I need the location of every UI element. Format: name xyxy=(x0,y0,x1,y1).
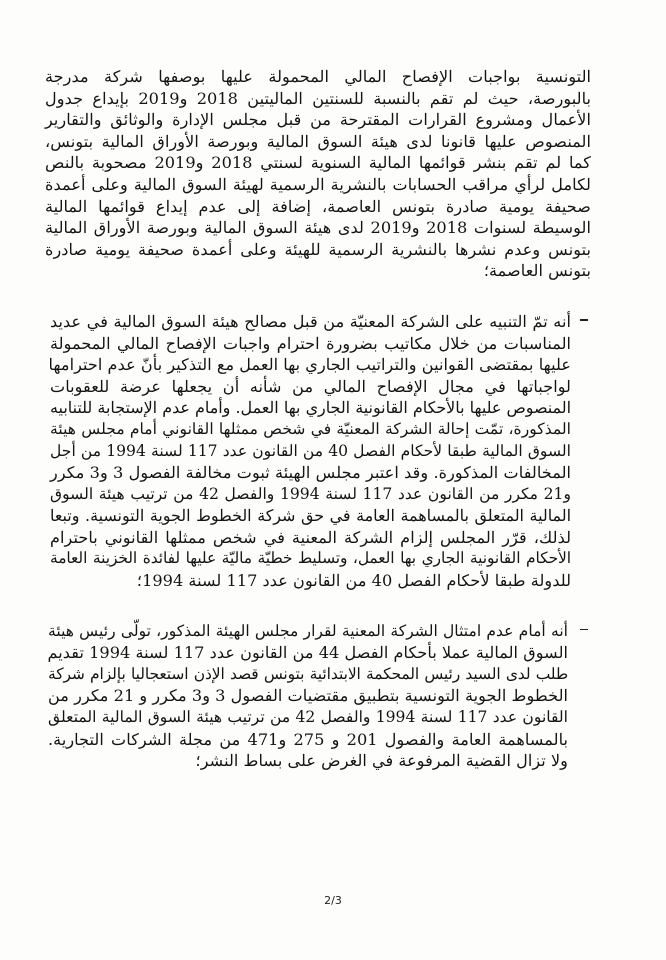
text-line: كما لم تقم بنشر قوائمها المالية السنوية لسنتي 2018 و2019 مصحوبة بالنص xyxy=(45,153,591,173)
text-line: المنصوص عليها قانونا لدى هيئة السوق المالية وبورصة الأوراق المالية بتونس، xyxy=(45,131,591,151)
text-line: المناسبات من خلال مكاتيب بضرورة احترام واجبات الإفصاح المالي المحمولة xyxy=(50,333,571,353)
paragraph-3 xyxy=(0,621,666,772)
text-line: بتونس العاصمة؛ xyxy=(483,261,591,281)
text-line: الخطوط الجوية التونسية بتطبيق مقتضيات الفصول 3 و3 مكرر و 21 مكرر من xyxy=(47,686,568,706)
page-number: 2/3 xyxy=(324,894,342,907)
text-line: الأحكام القانونية الجاري بها العمل، وتسليط خطيّة ماليّة عليها لفائدة الخزينة العامة xyxy=(50,549,571,568)
text-line: لواجباتها في مجال الإفصاح المالي من شأنه أن يجعلها عرضة للعقوبات xyxy=(50,376,571,396)
text-line: المذكورة، تمّت إحالة الشركة المعنيّة في شخص ممثلها القانوني أمام مجلس هيئة xyxy=(50,419,571,438)
text-line: لكامل لرأي مراقب الحسابات بالنشرية الرسمية لهيئة السوق المالية وعلى أعمدة xyxy=(45,174,591,194)
text-line: أنه أمام عدم امتثال الشركة المعنية لقرار مجلس الهيئة المذكور، تولّى رئيس هيئة xyxy=(48,621,568,640)
text-line: بالبورصة، حيث لم تقم بالنسبة للسنتين الماليتين 2018 و2019 بإيداع جدول xyxy=(45,88,592,108)
text-line: لذلك، قرّر المجلس إلزام الشركة المعنية في شخص ممثلها القانوني باحترام xyxy=(50,527,571,547)
text-line: بالمساهمة العامة والفصول 201 و 275 و471 من مجلة الشركات التجارية. xyxy=(48,729,569,749)
text-line: الوسيطة لسنوات 2018 و2019 لدى هيئة السوق المالية وبورصة الأوراق المالية xyxy=(45,218,591,238)
text-line: السوق المالية طبقا لأحكام الفصل 40 من القانون عدد 117 لسنة 1994 من أجل xyxy=(50,441,571,460)
text-line: الأعمال ومشروع القرارات المقترحة من قبل مجلس الإدارة والوثائق والتقارير xyxy=(45,110,591,130)
text-line: القانون عدد 117 لسنة 1994 والفصل 42 من ترتيب هيئة السوق المالية المتعلق xyxy=(48,708,569,727)
dash-bullet-icon xyxy=(580,319,588,321)
text-line: عليها بمقتضى القوانين والتراتيب الجاري بها العمل مع التذكير بأنّ عدم احترامها xyxy=(48,355,571,375)
dash-bullet-icon xyxy=(580,629,588,631)
paragraph-1 xyxy=(0,66,666,282)
text-line: المالية المتعلق بالمساهمة العامة في حق شركة الخطوط الجوية التونسية. وتبعا xyxy=(50,506,571,526)
text-line: بتونس وعدم نشرها بالنشرية الرسمية للهيئة وعلى أعمدة صحيفة يومية صادرة xyxy=(45,239,591,259)
text-line: المخالفات المذكورة. وقد اعتبر مجلس الهيئة ثبوت مخالفة الفصول 3 و3 مكرر xyxy=(50,463,572,483)
text-line: صحيفة يومية صادرة بتونس العاصمة، إضافة إلى عدم إيداع قوائمها المالية xyxy=(45,196,591,216)
text-line: طلب لدى السيد رئيس المحكمة الابتدائية بتونس قصد الإذن استعجاليا بإلزام شركة xyxy=(48,664,568,683)
text-line: المنصوص عليها بالأحكام القانونية الجاري بها العمل. وأمام عدم الإستجابة للتنابيه xyxy=(50,398,571,418)
text-line: التونسية بواجبات الإفصاح المالي المحمولة عليها بوصفها شركة مدرجة xyxy=(45,67,591,86)
paragraph-2 xyxy=(0,311,666,592)
text-line: و21 مكرر من القانون عدد 117 لسنة 1994 والفصل 42 من ترتيب هيئة السوق xyxy=(50,484,571,503)
text-line: ولا تزال القضية المرفوعة في الغرض على بساط النشر؛ xyxy=(195,751,568,771)
text-line: السوق المالية عملا بأحكام الفصل 44 من القانون عدد 117 لسنة 1994 تقديم xyxy=(47,643,568,663)
document-body xyxy=(0,66,666,801)
text-line: أنه تمّ التنبيه على الشركة المعنيّة من قبل مصالح هيئة السوق المالية في عديد xyxy=(50,311,571,331)
text-line: للدولة طبقا لأحكام الفصل 40 من القانون عدد 117 لسنة 1994؛ xyxy=(136,571,571,591)
